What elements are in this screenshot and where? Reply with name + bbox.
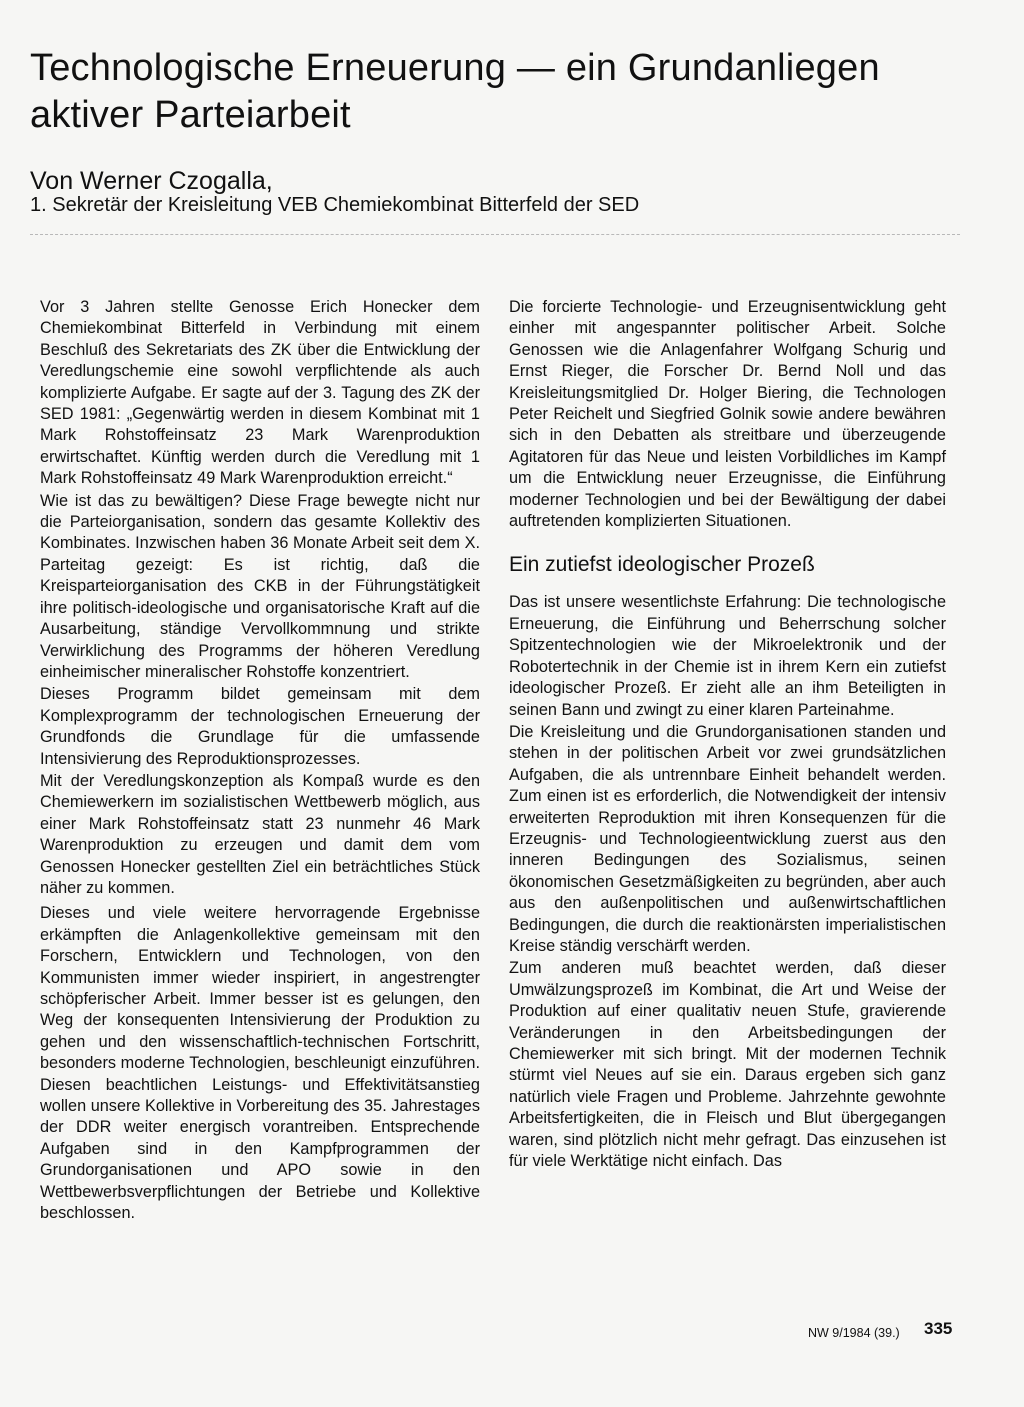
section-heading: Ein zutiefst ideologischer Prozeß <box>509 553 815 577</box>
page-number: 335 <box>924 1319 953 1338</box>
paragraph: Dieses Programm bildet gemeinsam mit dem Komplexprogramm der technologischen Erneuerung der Grundfonds die Grundlage für die umfassende Intensivierung des Reproduktionsprozesses. <box>40 685 480 768</box>
paragraph: Zum anderen muß beachtet werden, daß dieser Umwälzungsprozeß im Kombinat, die Art und Weise der Produktion auf einer qualitativ neuen Stufe, gravierende Veränderungen in den Arbeitsbedingungen der Chemiewerker mit sich bringt. Mit der modernen Technik stürmt viel Neues auf sie ein. Daraus ergeben sich ganz natürlich viele Fragen und Probleme. Jahrzehnte gewohnte Arbeitsfertigkeiten, die in Fleisch und Blut übergegangen waren, sind plötzlich nicht mehr gefragt. Das einzusehen ist für viele Werktätige nicht einfach. Das <box>509 959 946 1171</box>
paragraph: Dieses und viele weitere hervorragende Ergebnisse erkämpften die Anlagenkollektive gemeinsam mit den Forschern, Entwicklern und Technologen, von den Kommunisten immer wieder inspiriert, in angestrengter schöpferischer Arbeit. Immer besser ist es gelungen, den Weg der konsequenten Intensivierung der Produktion zu gehen und den wissenschaftlich-technischen Fortschritt, besonders moderne Technologien, beschleunigt einzuführen. Diesen beachtlichen Leistungs- und Effektivitätsanstieg wollen unsere Kollektive in Vorbereitung des 35. Jahrestages der DDR weiter energisch vorantreiben. Entsprechende Aufgaben sind in den Kampfprogrammen der Grundorganisationen und APO sowie in den Wettbewerbsverpflichtungen der Betriebe und Kollektive beschlossen. <box>40 904 480 1223</box>
paragraph: Mit der Veredlungskonzeption als Kompaß wurde es den Chemiewerkern im sozialistischen Wettbewerb möglich, aus einer Mark Rohstoffeinsatz statt 23 nunmehr 46 Mark Warenproduktion zu erzeugen und damit dem vom Genossen Honecker gestellten Ziel ein beträchtliches Stück näher zu kommen. <box>40 771 480 897</box>
right-column <box>509 297 946 1173</box>
left-column <box>40 297 480 1225</box>
paragraph: Die forcierte Technologie- und Erzeugnisentwicklung geht einher mit angespannter politischer Arbeit. Solche Genossen wie die Anlagenfahrer Wolfgang Schurig und Ernst Rieger, die Forscher Dr. Bernd Noll und das Kreisleitungsmitglied Dr. Holger Biering, die Technologen Peter Reichelt und Siegfried Golnik sowie andere bewähren sich in den Debatten als streitbare und überzeugende Agitatoren für das Neue und leisten Vorbildliches im Kampf um die Entwicklung neuer Erzeugnisse, die Einführung moderner Technologien und bei der Bewältigung der dabei auftretenden komplizierten Situationen. <box>509 298 946 531</box>
header-divider <box>30 234 960 235</box>
article-title: Technologische Erneuerung — ein Grundanliegen aktiver Parteiarbeit <box>30 47 880 136</box>
journal-reference: NW 9/1984 (39.) <box>808 1326 900 1340</box>
article-author: Von Werner Czogalla, <box>30 167 273 195</box>
paragraph: Wie ist das zu bewältigen? Diese Frage bewegte nicht nur die Parteiorganisation, sondern das gesamte Kollektiv des Kombinates. Inzwischen haben 36 Monate Arbeit seit dem X. Parteitag gezeigt: Es ist richtig, daß die Kreisparteiorganisation des CKB in der Führungstätigkeit ihre politisch-ideologische und organisatorische Kraft auf die Ausarbeitung, ständige Vervollkommnung und strikte Verwirklichung des Programms der höheren Veredlung einheimischer mineralischer Rohstoffe konzentriert. <box>40 491 480 681</box>
paragraph: Das ist unsere wesentlichste Erfahrung: Die technologische Erneuerung, die Einführung und Beherrschung solcher Spitzentechnologien wie der Mikroelektronik und der Robotertechnik in der Chemie ist in ihrem Kern ein zutiefst ideologischer Prozeß. Er zieht alle an ihm Beteiligten in seinen Bann und zwingt zu einer klaren Parteinahme. <box>509 593 946 719</box>
paragraph: Die Kreisleitung und die Grundorganisationen standen und stehen in der politischen Arbeit vor zwei grundsätzlichen Aufgaben, die als untrennbare Einheit behandelt werden. Zum einen ist es erforderlich, die Notwendigkeit der intensiv erweiterten Reproduktion mit ihren Konsequenzen für die Erzeugnis- und Technologieentwicklung zuerst aus den inneren Bedingungen des Sozialismus, seinen ökonomischen Gesetzmäßigkeiten zu begründen, aber auch aus den außenpolitischen und außenwirtschaftlichen Bedingungen, die durch die reaktionärsten imperialistischen Kreise ständig verschärft werden. <box>509 722 946 955</box>
paragraph: Vor 3 Jahren stellte Genosse Erich Honecker dem Chemiekombinat Bitterfeld in Verbindung mit einem Beschluß des Sekretariats des ZK über die Entwicklung der Veredlungschemie eine sowohl verpflichtende als auch komplizierte Aufgabe. Er sagte auf der 3. Tagung des ZK der SED 1981: „Gegenwärtig werden in diesem Kombinat mit 1 Mark Rohstoffeinsatz 23 Mark Warenproduktion erwirtschaftet. Künftig werden durch die Veredlung mit 1 Mark Rohstoffeinsatz 49 Mark Warenproduktion erreicht.“ <box>40 298 480 488</box>
author-affiliation: 1. Sekretär der Kreisleitung VEB Chemiekombinat Bitterfeld der SED <box>30 194 640 216</box>
